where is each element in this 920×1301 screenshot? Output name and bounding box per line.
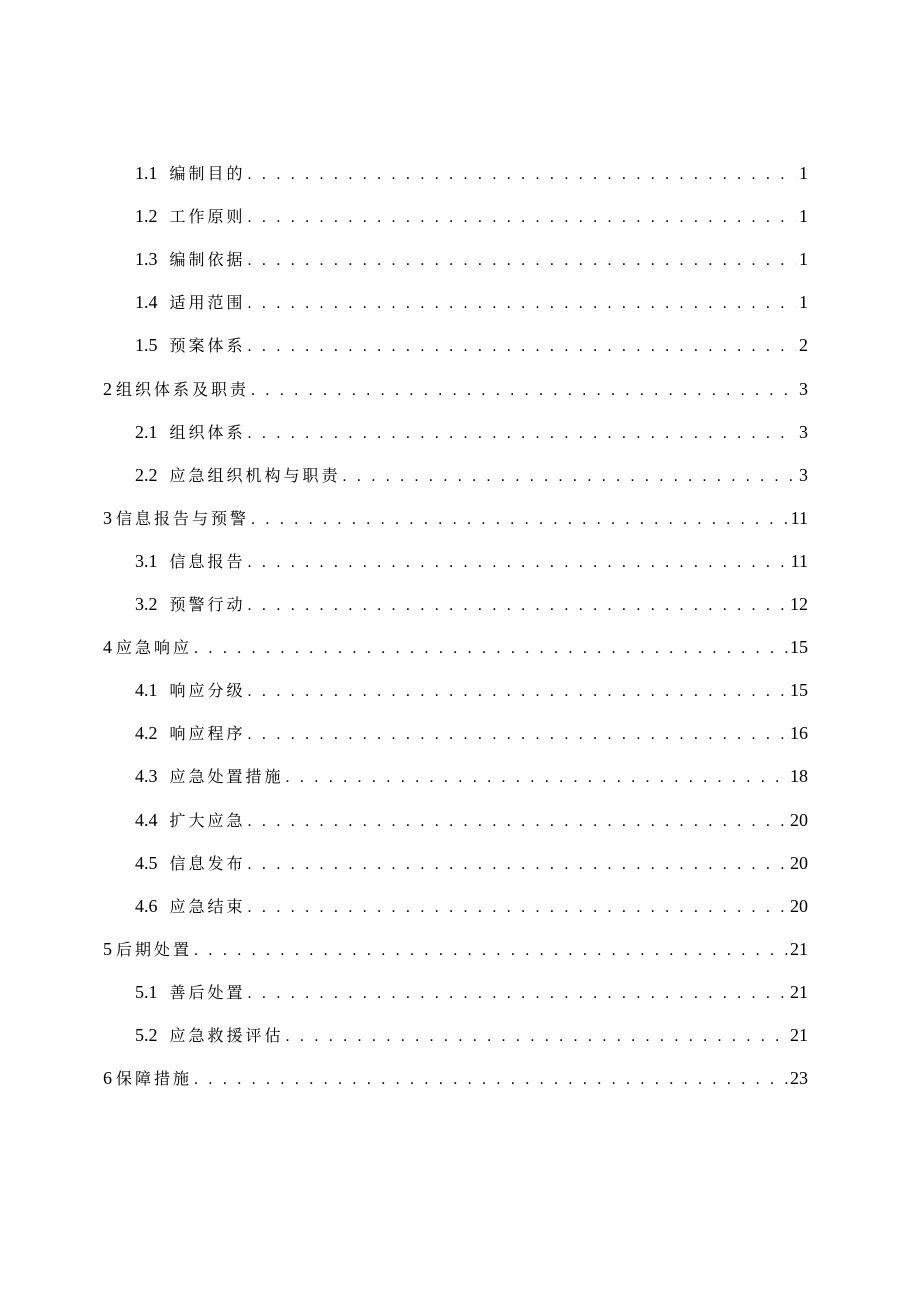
toc-leader-dots (248, 898, 788, 918)
toc-entry-number: 4.5 (135, 852, 158, 873)
toc-leader-dots (248, 337, 796, 357)
toc-entry-page: 3 (799, 378, 808, 399)
toc-entry-page: 12 (790, 594, 808, 615)
toc-entry-title: 编制依据 (169, 250, 246, 270)
toc-leader-dots (248, 251, 796, 271)
toc-entry-title: 预案体系 (169, 336, 246, 356)
toc-entry-title: 预警行动 (169, 595, 246, 615)
toc-entry-page: 21 (790, 981, 808, 1002)
toc-entry-title: 应急结束 (169, 896, 246, 916)
toc-leader-dots (248, 553, 789, 573)
toc-entry-number: 5 (103, 938, 112, 959)
toc-entry-title: 信息报告 (169, 551, 246, 571)
toc-entry-number: 4.4 (135, 809, 158, 830)
toc-entry-2-2[interactable] (0, 452, 920, 495)
toc-entry-page: 3 (799, 421, 808, 442)
toc-entry-4-5[interactable] (0, 840, 920, 883)
toc-leader-dots (248, 294, 796, 314)
toc-entry-title: 响应程序 (169, 724, 246, 744)
toc-leader-dots (343, 467, 796, 487)
toc-entry-number: 1.5 (135, 335, 158, 356)
toc-entry-title: 适用范围 (169, 293, 246, 313)
toc-entry-title: 后期处置 (116, 939, 193, 959)
toc-leader-dots (248, 855, 788, 875)
toc-entry-number: 1.1 (135, 163, 158, 184)
toc-entry-2[interactable] (0, 365, 920, 408)
toc-entry-number: 3.2 (135, 594, 158, 615)
toc-entry-page: 11 (790, 507, 808, 528)
toc-leader-dots (194, 639, 788, 659)
toc-entry-number: 6 (103, 1068, 112, 1089)
toc-entry-4-4[interactable] (0, 796, 920, 839)
toc-entry-3-2[interactable] (0, 581, 920, 624)
toc-entry-6[interactable] (0, 1055, 920, 1098)
toc-entry-number: 5.1 (135, 981, 158, 1002)
toc-entry-title: 善后处置 (169, 982, 246, 1002)
toc-entry-page: 21 (790, 938, 808, 959)
toc-entry-number: 1.3 (135, 249, 158, 270)
toc-entry-1-4[interactable] (0, 279, 920, 322)
toc-entry-3-1[interactable] (0, 538, 920, 581)
toc-leader-dots (248, 812, 788, 832)
toc-entry-title: 应急组织机构与职责 (169, 465, 341, 485)
toc-entry-2-1[interactable] (0, 409, 920, 452)
toc-entry-page: 1 (799, 249, 808, 270)
toc-entry-title: 应急处置措施 (169, 767, 284, 787)
toc-entry-number: 4.6 (135, 895, 158, 916)
toc-entry-number: 4 (103, 637, 112, 658)
toc-leader-dots (286, 768, 788, 788)
toc-entry-page: 20 (790, 852, 808, 873)
toc-entry-title: 组织体系及职责 (116, 379, 250, 399)
toc-entry-page: 1 (799, 163, 808, 184)
toc-leader-dots (248, 165, 796, 185)
toc-entry-title: 组织体系 (169, 422, 246, 442)
toc-entry-title: 保障措施 (116, 1069, 193, 1089)
toc-entry-title: 信息报告与预警 (116, 508, 250, 528)
toc-entry-number: 1.2 (135, 206, 158, 227)
toc-entry-title: 信息发布 (169, 853, 246, 873)
toc-entry-page: 2 (799, 335, 808, 356)
toc-entry-title: 响应分级 (169, 681, 246, 701)
toc-entry-number: 5.2 (135, 1024, 158, 1045)
toc-entry-page: 20 (790, 809, 808, 830)
toc-leader-dots (248, 725, 788, 745)
toc-entry-1-1[interactable] (0, 150, 920, 193)
toc-entry-page: 15 (790, 637, 808, 658)
table-of-contents (0, 150, 920, 1098)
toc-leader-dots (286, 1027, 788, 1047)
toc-entry-page: 21 (790, 1024, 808, 1045)
toc-entry-number: 4.3 (135, 766, 158, 787)
toc-leader-dots (194, 941, 788, 961)
toc-entry-1-3[interactable] (0, 236, 920, 279)
toc-entry-page: 1 (799, 292, 808, 313)
toc-leader-dots (248, 424, 796, 444)
toc-entry-1-2[interactable] (0, 193, 920, 236)
toc-leader-dots (248, 682, 788, 702)
toc-entry-number: 4.2 (135, 723, 158, 744)
toc-entry-4-3[interactable] (0, 753, 920, 796)
toc-entry-page: 23 (790, 1068, 808, 1089)
toc-entry-5[interactable] (0, 926, 920, 969)
toc-entry-title: 工作原则 (169, 207, 246, 227)
toc-entry-number: 2.1 (135, 421, 158, 442)
toc-entry-page: 15 (790, 680, 808, 701)
toc-entry-4-2[interactable] (0, 710, 920, 753)
toc-entry-number: 3.1 (135, 550, 158, 571)
toc-entry-3[interactable] (0, 495, 920, 538)
toc-entry-page: 11 (790, 550, 808, 571)
toc-entry-number: 2 (103, 378, 112, 399)
toc-entry-page: 3 (799, 464, 808, 485)
toc-entry-page: 20 (790, 895, 808, 916)
toc-entry-title: 编制目的 (169, 164, 246, 184)
toc-entry-title: 应急救援评估 (169, 1025, 284, 1045)
toc-leader-dots (248, 208, 796, 228)
toc-entry-number: 3 (103, 507, 112, 528)
toc-entry-4[interactable] (0, 624, 920, 667)
toc-entry-5-1[interactable] (0, 969, 920, 1012)
toc-entry-page: 18 (790, 766, 808, 787)
toc-leader-dots (248, 596, 788, 616)
toc-entry-number: 4.1 (135, 680, 158, 701)
toc-leader-dots (194, 1070, 788, 1090)
toc-leader-dots (251, 381, 796, 401)
toc-entry-page: 1 (799, 206, 808, 227)
toc-entry-1-5[interactable] (0, 322, 920, 365)
toc-entry-number: 1.4 (135, 292, 158, 313)
toc-entry-title: 应急响应 (116, 638, 193, 658)
toc-entry-5-2[interactable] (0, 1012, 920, 1055)
toc-entry-4-1[interactable] (0, 667, 920, 710)
toc-entry-4-6[interactable] (0, 883, 920, 926)
toc-entry-page: 16 (790, 723, 808, 744)
toc-entry-number: 2.2 (135, 464, 158, 485)
toc-leader-dots (248, 984, 788, 1004)
toc-leader-dots (251, 510, 789, 530)
toc-entry-title: 扩大应急 (169, 810, 246, 830)
